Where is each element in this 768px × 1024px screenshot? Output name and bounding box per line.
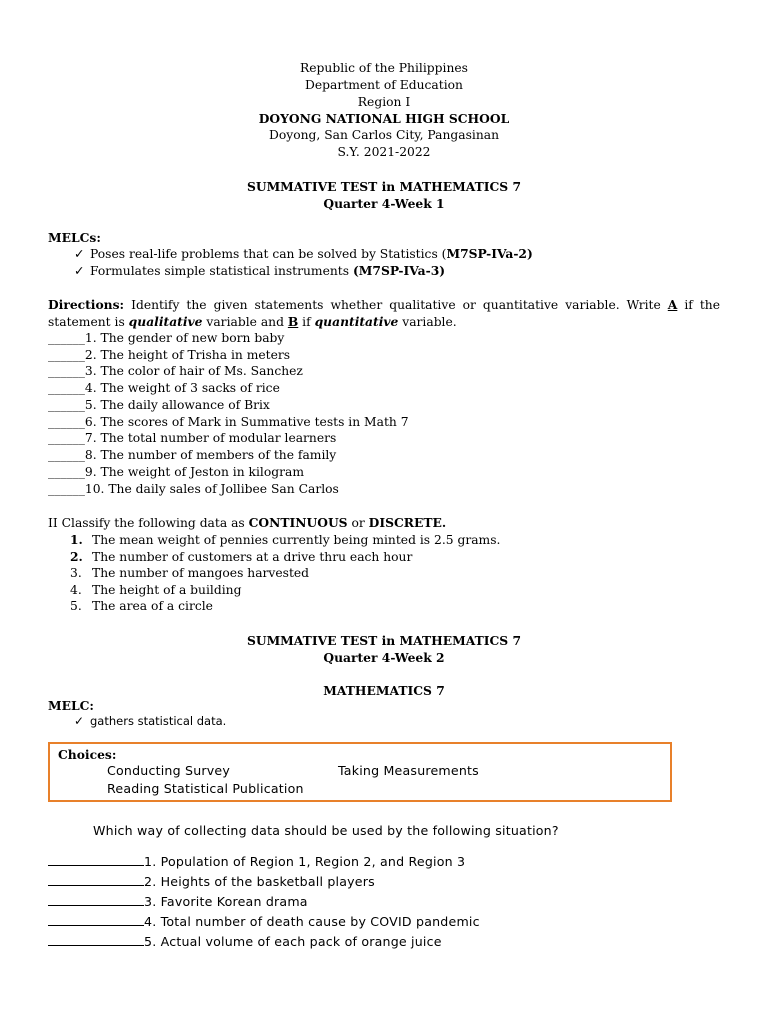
melc-item: ✓ Formulates simple statistical instruments (M7SP-IVa-3) xyxy=(74,263,446,278)
header-address: Doyong, San Carlos City, Pangasinan xyxy=(269,128,499,142)
test2-title: SUMMATIVE TEST in MATHEMATICS 7 xyxy=(246,633,522,648)
header-region: Region I xyxy=(357,95,411,109)
list-item: ______5. The daily allowance of Brix xyxy=(48,398,270,412)
list-item: ______8. The number of members of the family xyxy=(48,448,337,462)
list-item: ______3. The color of hair of Ms. Sanchez xyxy=(48,364,303,378)
list-item: ______1. The gender of new born baby xyxy=(48,331,285,345)
test2-quarter: Quarter 4-Week 2 xyxy=(323,650,445,665)
header-school-year: S.Y. 2021-2022 xyxy=(337,145,431,159)
answer-blank[interactable] xyxy=(48,854,144,866)
list-item: 5. The area of a circle xyxy=(70,599,213,613)
list-item: ______6. The scores of Mark in Summative tests in Math 7 xyxy=(48,415,409,429)
list-item: 4. The height of a building xyxy=(70,583,242,597)
list-item: ______7. The total number of modular learners xyxy=(48,431,337,445)
test2-subject: MATHEMATICS 7 xyxy=(323,683,445,698)
list-item: 2. Heights of the basketball players xyxy=(48,873,375,891)
header-republic: Republic of the Philippines xyxy=(300,61,468,75)
header-department: Department of Education xyxy=(305,78,463,92)
choices-label: Choices: xyxy=(58,747,117,762)
list-item: ______2. The height of Trisha in meters xyxy=(48,348,291,362)
list-item: 4. Total number of death cause by COVID pandemic xyxy=(48,913,480,931)
choice-option: Conducting Survey xyxy=(107,763,231,778)
list-item: 3. Favorite Korean drama xyxy=(48,893,308,911)
list-item: 2. The number of customers at a drive thru each hour xyxy=(70,549,413,564)
test1-quarter: Quarter 4-Week 1 xyxy=(323,196,445,211)
directions-line2: statement is qualitative variable and B if quantitative variable. xyxy=(48,314,457,329)
list-item: ______4. The weight of 3 sacks of rice xyxy=(48,381,280,395)
choice-option: Taking Measurements xyxy=(338,763,479,778)
test1-title: SUMMATIVE TEST in MATHEMATICS 7 xyxy=(246,179,522,194)
part2-intro: II Classify the following data as CONTINUOUS or DISCRETE. xyxy=(48,515,447,530)
list-item: ______9. The weight of Jeston in kilogram xyxy=(48,465,304,479)
list-item: ______10. The daily sales of Jollibee San Carlos xyxy=(48,482,339,496)
melc-label: MELC: xyxy=(48,698,94,713)
list-item: 1. Population of Region 1, Region 2, and Region 3 xyxy=(48,853,465,871)
list-item: 3. The number of mangoes harvested xyxy=(70,566,310,580)
list-item: 5. Actual volume of each pack of orange juice xyxy=(48,933,442,951)
list-item: 1. The mean weight of pennies currently being minted is 2.5 grams. xyxy=(70,532,501,547)
answer-blank[interactable] xyxy=(48,914,144,926)
answer-blank[interactable] xyxy=(48,894,144,906)
question-text: Which way of collecting data should be used by the following situation? xyxy=(93,823,559,838)
checkmark-icon: ✓ xyxy=(74,247,85,261)
melc-item: ✓ Poses real-life problems that can be solved by Statistics (M7SP-IVa-2) xyxy=(74,246,533,261)
choice-option: Reading Statistical Publication xyxy=(107,781,304,796)
checkmark-icon: ✓ xyxy=(74,714,85,728)
header-school: DOYONG NATIONAL HIGH SCHOOL xyxy=(258,111,510,126)
answer-blank[interactable] xyxy=(48,874,144,886)
answer-blank[interactable] xyxy=(48,934,144,946)
melc-item: ✓ gathers statistical data. xyxy=(74,714,227,728)
checkmark-icon: ✓ xyxy=(74,264,85,278)
directions-line1: Directions: Identify the given statements whether qualitative or quantitative variable. Write A if the xyxy=(48,297,720,312)
melcs-label: MELCs: xyxy=(48,230,101,245)
